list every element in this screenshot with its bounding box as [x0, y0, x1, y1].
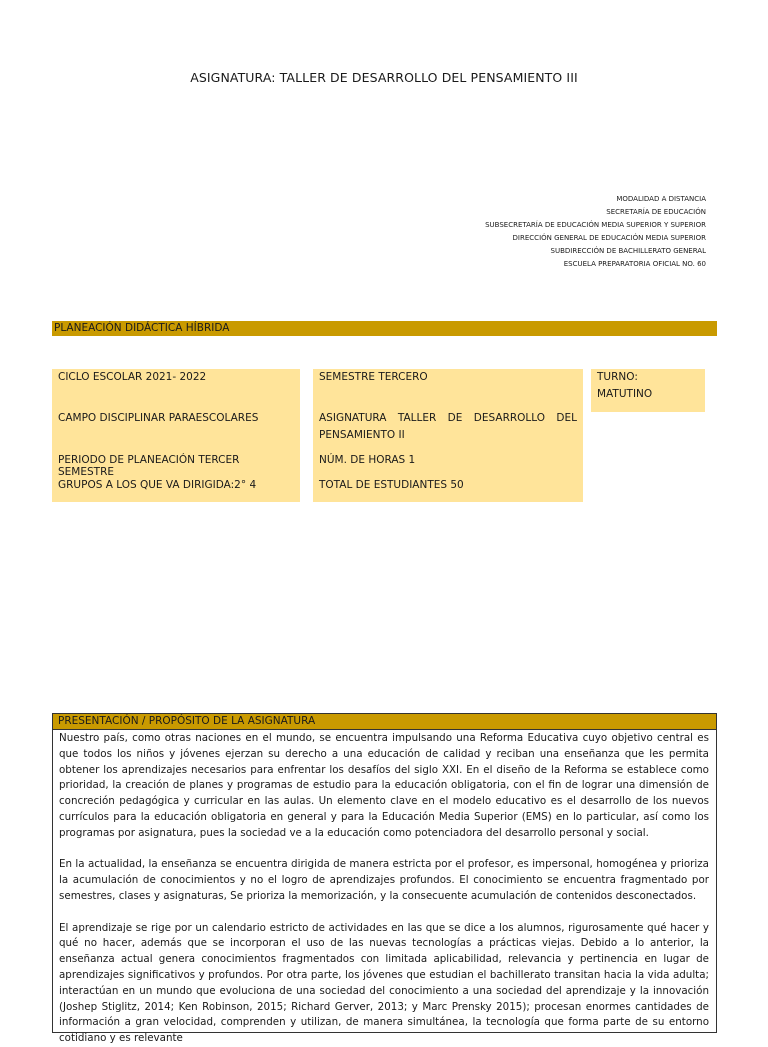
presentation-paragraph: El aprendizaje se rige por un calendario estricto de actividades en las que se dice a los alumnos, rigurosamente qué hacer y qué no hacer, además que se incorporan el uso de las nuevas tecnologías a prácticas viejas. Debido a lo anterior, la enseñanza actual genera conocimientos fragmentados con limitada aplicabilidad, relevancia y pertinencia en lugar de aprendizajes significativos y profundos. Por otra parte, los jóvenes que estudian el bachillerato transitan hacia la vida adulta; interactúan en un mundo que evoluciona de una sociedad del conocimiento a una sociedad del aprendizaje y la innovación (Joshep Stiglitz, 2014; Ken Robinson, 2015; Richard Gerver, 2013; y Marc Prensky 2015); procesan enormes cantidades de información a gran velocidad, comprenden y utilizan, de manera simultánea, la tecnología que forma parte de su entorno cotidiano y es relevante — [59, 921, 709, 1045]
institution-line: SECRETARÍA DE EDUCACIÓN — [606, 208, 706, 216]
planning-period: PERIODO DE PLANEACIÓN TERCER SEMESTRE — [58, 454, 240, 478]
course-info-middle — [313, 369, 583, 502]
planning-header: PLANEACIÓN DIDÁCTICA HÍBRIDA — [52, 321, 717, 336]
presentation-section — [52, 713, 717, 1045]
institution-line: ESCUELA PREPARATORIA OFICIAL NO. 60 — [563, 260, 706, 268]
presentation-header: PRESENTACIÓN / PROPÓSITO DE LA ASIGNATURA — [53, 714, 716, 730]
institution-line: MODALIDAD A DISTANCIA — [616, 195, 706, 203]
institution-block — [485, 193, 706, 271]
semester: SEMESTRE TERCERO — [319, 371, 428, 383]
document-title: ASIGNATURA: TALLER DE DESARROLLO DEL PENSAMIENTO III — [190, 70, 578, 85]
shift-value: MATUTINO — [597, 388, 653, 400]
presentation-body — [53, 730, 716, 1047]
presentation-paragraph: En la actualidad, la enseñanza se encuentra dirigida de manera estricta por el profesor, es impersonal, homogénea y prioriza la acumulación de conocimientos y no el logro de aprendizajes profundos. El conocimiento se encuentra fragmentado por semestres, clases y asignaturas, Se prioriza la memorización, y la consecuente acumulación de contenidos desconectados. — [59, 858, 709, 902]
institution-line: DIRECCIÓN GENERAL DE EDUCACIÓN MEDIA SUPERIOR — [512, 234, 706, 242]
disciplinary-field: CAMPO DISCIPLINAR PARAESCOLARES — [58, 412, 259, 424]
subject-line-1: ASIGNATURA TALLER DE DESARROLLO DEL — [319, 412, 577, 424]
presentation-paragraph: Nuestro país, como otras naciones en el mundo, se encuentra impulsando una Reforma Educativa cuyo objetivo central es que todos los niños y jóvenes ejerzan su derecho a una educación de calidad y reciban una enseñanza que les permita obtener los aprendizajes necesarios para enfrentar los desafíos del siglo XXI. En el diseño de la Reforma se establece como prioridad, la creación de planes y programas de estudio para la educación obligatoria, con el fin de lograr una dimensión de concreción pedagógica y curricular en las aulas. Un elemento clave en el modelo educativo es el desarrollo de los nuevos currículos para la educación obligatoria en general y para la Educación Media Superior (EMS) en lo particular, así como los programas por asignatura, pues la sociedad ve a la educación como potenciadora del desarrollo personal y social. — [59, 732, 709, 839]
institution-line: SUBSECRETARÍA DE EDUCACIÓN MEDIA SUPERIOR Y SUPERIOR — [485, 221, 706, 229]
school-cycle: CICLO ESCOLAR 2021- 2022 — [58, 371, 207, 383]
shift-label: TURNO: — [597, 371, 638, 383]
subject-line-2: PENSAMIENTO II — [319, 429, 405, 441]
hours: NÚM. DE HORAS 1 — [319, 454, 416, 466]
course-info-left — [52, 369, 300, 502]
student-total: TOTAL DE ESTUDIANTES 50 — [319, 479, 464, 491]
target-groups: GRUPOS A LOS QUE VA DIRIGIDA:2° 4 — [58, 479, 257, 491]
institution-line: SUBDIRECCIÓN DE BACHILLERATO GENERAL — [550, 247, 706, 255]
shift-info — [591, 369, 705, 412]
